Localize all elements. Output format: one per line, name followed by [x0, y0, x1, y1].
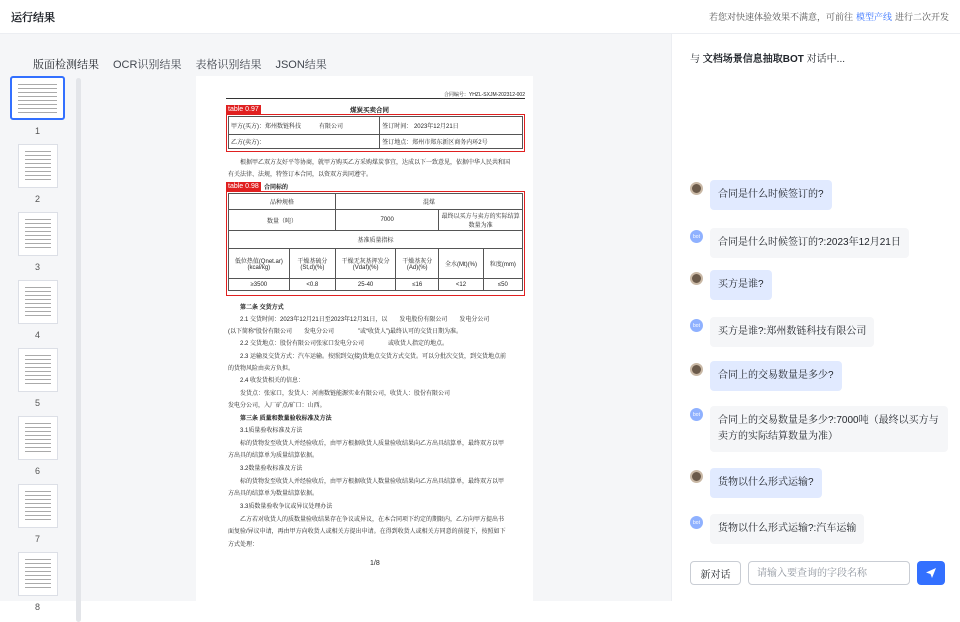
- cell: 数量（吨）: [229, 210, 336, 231]
- doc-text: 3.1质量验收标准及方法: [240, 428, 303, 434]
- chat-title-prefix: 与: [690, 54, 700, 65]
- document-title: 煤炭买卖合同: [350, 107, 389, 114]
- tab-ocr[interactable]: OCR识别结果: [113, 59, 182, 71]
- doc-text: 面复验/异议申请，再由甲方向收货人或相关方提出申请。在得到收货人或相关方同意的前提下，按照如下: [228, 529, 506, 535]
- cell: 低位热值(Qnet.ar)(kcal/kg): [229, 249, 290, 279]
- thumbnail-page[interactable]: [10, 280, 65, 342]
- thumbnail-number: 7: [34, 534, 40, 544]
- doc-text: 发电分公司，入厂矿点/矿口：山西。: [228, 403, 326, 409]
- page-title: 运行结果: [11, 11, 55, 24]
- bot-avatar: bot: [690, 230, 703, 243]
- chat-message-user: [690, 180, 832, 210]
- doc-text: 根据甲乙双方友好平等协商，就甲方购买乙方采购煤炭事宜，达成以下一致意见，依据中华人民共和国: [240, 160, 511, 166]
- thumbnail-image: [18, 484, 58, 528]
- thumbnail-page[interactable]: [10, 484, 65, 546]
- thumbnail-number: 6: [34, 466, 40, 476]
- doc-text: 标的货物发至收货人并经验收后，由甲方根据收货人质量验收结果向乙方出具结算单，最终双方以甲: [240, 441, 505, 447]
- thumbnail-page[interactable]: [10, 552, 65, 614]
- thumbnail-scrollbar[interactable]: [76, 78, 81, 622]
- bot-bubble: 合同上的交易数量是多少?:7000吨（最终以买方与卖方的实际结算数量为准）: [710, 406, 948, 452]
- contract-number: 合同编号：YHZL-SXJM-202312-002: [443, 92, 525, 98]
- chat-message-user: [690, 361, 842, 391]
- result-panel: [0, 34, 671, 612]
- thumbnail-number: 1: [34, 126, 40, 136]
- party-b: 乙方(卖方)：: [229, 135, 380, 149]
- page-number: 1/8: [370, 560, 380, 567]
- user-bubble: 合同是什么时候签订的?: [710, 180, 832, 210]
- thumbnail-page[interactable]: [10, 212, 65, 274]
- doc-text: 2.4 收发货相关的信息：: [240, 378, 305, 384]
- thumbnail-page[interactable]: [10, 348, 65, 410]
- bot-bubble: 买方是谁?:郑州数链科技有限公司: [710, 317, 874, 347]
- result-tabs: [33, 56, 327, 72]
- cell: 7000: [336, 210, 439, 231]
- chat-title-suffix: 对话中...: [806, 54, 846, 65]
- section-heading: 第二条 交货方式: [240, 305, 284, 311]
- party-table: [228, 116, 523, 149]
- chat-panel: [671, 34, 960, 601]
- send-icon: [925, 567, 937, 579]
- thumbnail-page[interactable]: [10, 76, 65, 138]
- thumbnail-number: 5: [34, 398, 40, 408]
- cell: <12: [439, 279, 484, 291]
- thumbnail-image: [18, 280, 58, 324]
- thumbnail-number: 2: [34, 194, 40, 204]
- sign-time: 签订时间： 2023年12月21日: [380, 117, 523, 135]
- sign-place: 签订地点：郑州市郑东新区商务内环2号: [380, 135, 523, 149]
- user-avatar: [690, 470, 703, 483]
- page-thumbnails: [10, 76, 68, 612]
- section-heading: 第三条 质量和数量验收标准及方法: [240, 416, 332, 422]
- user-avatar: [690, 363, 703, 376]
- bot-avatar: bot: [690, 319, 703, 332]
- chat-message-user: [690, 270, 772, 300]
- detection-tag: table 0.97: [228, 106, 259, 113]
- chat-title: [690, 50, 845, 65]
- document-page: [196, 76, 533, 616]
- chat-message-bot: [690, 406, 948, 452]
- doc-text: 方式处理：: [228, 542, 259, 548]
- doc-text: 的货物风险由卖方负担。: [228, 366, 295, 372]
- user-avatar: [690, 182, 703, 195]
- doc-text: 2.2 交货地点：股份有限公司张家口发电分公司 或收货人指定的地点。: [240, 341, 449, 347]
- thumbnail-page[interactable]: [10, 416, 65, 478]
- hint-prefix: 若您对快速体验效果不满意，可前往: [708, 12, 853, 22]
- party-a: 甲方(买方)：郑州数链科技 有限公司: [229, 117, 380, 135]
- thumbnail-number: 8: [34, 602, 40, 612]
- user-avatar: [690, 272, 703, 285]
- cell: 最终以买方与卖方的实际结算数量为准: [439, 210, 523, 231]
- section-heading: 合同标的: [264, 185, 289, 191]
- tab-table[interactable]: 表格识别结果: [195, 59, 262, 71]
- thumbnail-image: [18, 348, 58, 392]
- cell: 干燥无灰基挥发分(Vdaf)(%): [336, 249, 396, 279]
- doc-text: 3.2数量验收标准及方法: [240, 466, 303, 472]
- bot-bubble: 合同是什么时候签订的?:2023年12月21日: [710, 228, 909, 258]
- thumbnail-page[interactable]: [10, 144, 65, 206]
- send-button[interactable]: [917, 561, 945, 585]
- bot-name: 文档场景信息抽取BOT: [702, 54, 804, 65]
- thumbnail-image: [18, 144, 58, 188]
- top-bar: [0, 0, 960, 34]
- cell: 混煤: [336, 194, 523, 210]
- cell: 粒度(mm): [483, 249, 522, 279]
- cell: 干燥基硫分(St,d)(%): [289, 249, 335, 279]
- thumbnail-image: [18, 212, 58, 256]
- doc-text: 方出具的结算单为质量结算依据。: [228, 453, 319, 459]
- cell: 干燥基灰分(Ad)(%): [396, 249, 439, 279]
- chat-message-bot: [690, 228, 909, 258]
- doc-text: 方出具的结算单为数量结算依据。: [228, 491, 319, 497]
- doc-text: (以下简称“股份有限公司 发电分公司 ”或“收货人”)最终认可的交货日期为准。: [228, 329, 462, 335]
- bot-avatar: bot: [690, 408, 703, 421]
- chat-message-bot: [690, 514, 864, 544]
- cell: 25-40: [336, 279, 396, 291]
- chat-message-user: [690, 468, 822, 498]
- thumbnail-image: [10, 76, 65, 120]
- cell: ≥3500: [229, 279, 290, 291]
- header-rule: [226, 98, 525, 99]
- cell: 基准质量指标: [229, 231, 523, 249]
- hint-text: [709, 10, 949, 23]
- user-bubble: 合同上的交易数量是多少?: [710, 361, 842, 391]
- doc-text: 2.1 交货时间：2023年12月21日至2023年12月31日，以 发电股份有限公司 发电分公司: [240, 317, 490, 323]
- doc-text: 乙方若对收货人的质数量验收结果存在争议或异议，在本合同项下约定的期限内，乙方向甲方提出书: [240, 517, 505, 523]
- cell: ≤50: [483, 279, 522, 291]
- cell: ≤16: [396, 279, 439, 291]
- user-bubble: 货物以什么形式运输?: [710, 468, 822, 498]
- field-query-input[interactable]: [748, 561, 910, 585]
- detection-tag: table 0.98: [228, 183, 259, 190]
- new-chat-button[interactable]: 新对话: [690, 561, 741, 585]
- chat-message-bot: [690, 317, 874, 347]
- bot-bubble: 货物以什么形式运输?:汽车运输: [710, 514, 864, 544]
- user-bubble: 买方是谁?: [710, 270, 772, 300]
- cell: <0.8: [289, 279, 335, 291]
- tab-json[interactable]: JSON结果: [275, 59, 327, 71]
- thumbnail-image: [18, 552, 58, 596]
- doc-text: 发货点：张家口，发货人：河南数链能源实业有限公司，收货人：股份有限公司: [240, 391, 451, 397]
- tab-layout-detection[interactable]: 版面检测结果: [33, 59, 99, 71]
- model-pipeline-link[interactable]: 模型产线: [855, 12, 892, 22]
- doc-text: 有关法律、法规，特签订本合同，以资双方共同遵守。: [228, 172, 373, 178]
- cell: 品种规格: [229, 194, 336, 210]
- hint-suffix: 进行二次开发: [894, 12, 949, 22]
- bot-avatar: bot: [690, 516, 703, 529]
- doc-text: 标的货物发至收货人并经验收后，由甲方根据收货人数量验收结果向乙方出具结算单，最终双方以甲: [240, 479, 505, 485]
- thumbnail-image: [18, 416, 58, 460]
- doc-text: 3.3质数量验收争议或异议处理办法: [240, 504, 333, 510]
- doc-text: 2.3 运输及交货方式：汽车运输。按照到交(接)货地点交货方式交货。可以分批次交货，到交货地点前: [240, 354, 507, 360]
- cell: 全水(Mt)(%): [439, 249, 484, 279]
- quality-table: [228, 193, 523, 291]
- thumbnail-number: 3: [34, 262, 40, 272]
- thumbnail-number: 4: [34, 330, 40, 340]
- chat-input-row: [690, 561, 945, 585]
